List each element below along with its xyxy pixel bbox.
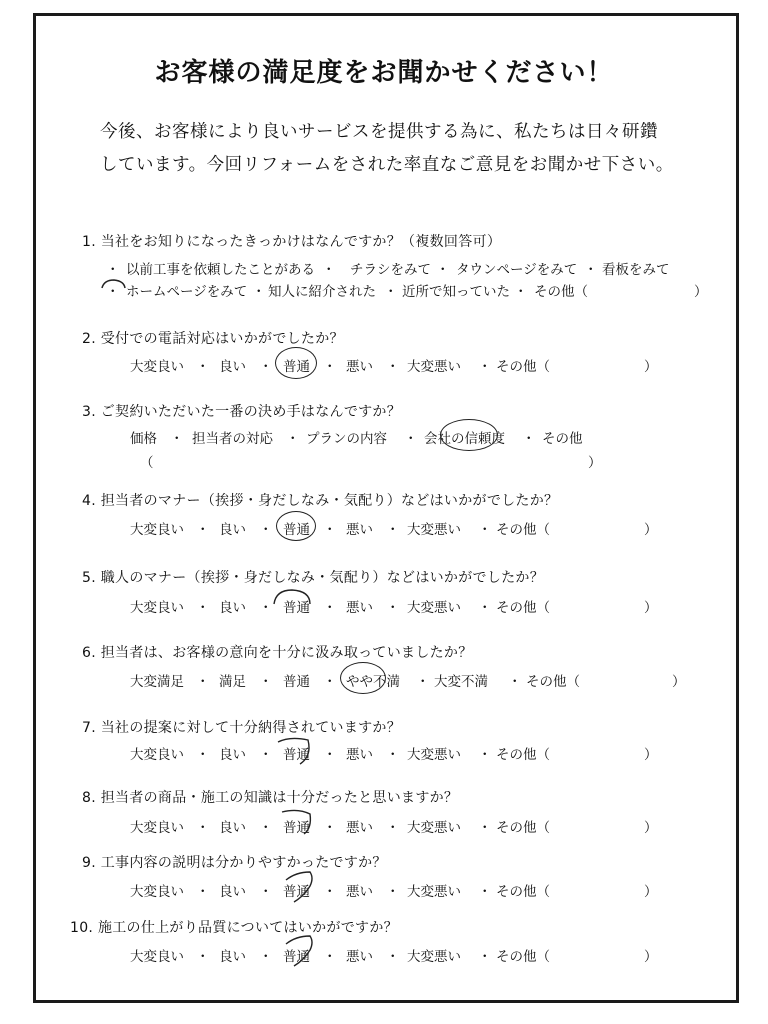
separator: ・	[196, 674, 210, 690]
question-1	[82, 231, 501, 251]
question-text: 当社の提案に対して十分納得されていますか？	[100, 720, 402, 736]
option-other[interactable]: その他（	[496, 884, 550, 900]
option-average[interactable]: 普通	[283, 820, 310, 836]
option-good[interactable]: 良い	[219, 522, 246, 538]
separator: ・	[386, 359, 400, 375]
option-average[interactable]: 普通	[283, 359, 310, 375]
separator: ・	[436, 262, 450, 278]
close-paren: ）	[644, 949, 658, 965]
separator: ・	[323, 884, 337, 900]
separator: ・	[478, 820, 492, 836]
option-previous-work[interactable]: 以前工事を依頼したことがある	[126, 262, 315, 278]
question-2	[82, 328, 344, 348]
separator: ・	[323, 949, 337, 965]
separator: ・	[196, 949, 210, 965]
option-referral[interactable]: 知人に紹介された	[268, 284, 376, 300]
option-very-bad[interactable]: 大変悪い	[407, 359, 461, 375]
question-3	[82, 401, 401, 421]
close-paren: ）	[644, 884, 658, 900]
option-very-good[interactable]: 大変良い	[130, 820, 184, 836]
separator: ・	[106, 262, 120, 278]
option-very-bad[interactable]: 大変悪い	[407, 884, 461, 900]
separator: ・	[196, 820, 210, 836]
option-average[interactable]: 普通	[283, 949, 310, 965]
separator: ・	[196, 600, 210, 616]
option-bad[interactable]: 悪い	[346, 949, 373, 965]
option-other[interactable]: その他（	[526, 674, 580, 690]
separator: ・	[584, 262, 598, 278]
option-average[interactable]: 普通	[283, 884, 310, 900]
question-number: 10.	[70, 920, 94, 936]
question-text: 施工の仕上がり品質についてはいかがですか？	[97, 920, 398, 936]
option-other[interactable]: その他（	[496, 949, 550, 965]
separator: ・	[478, 747, 492, 763]
close-paren: ）	[644, 747, 658, 763]
option-good[interactable]: 良い	[219, 820, 246, 836]
separator: ・	[323, 600, 337, 616]
separator: ・	[259, 359, 273, 375]
question-text: ご契約いただいた一番の決め手はなんですか？	[100, 404, 402, 420]
option-very-satisfied[interactable]: 大変満足	[130, 674, 184, 690]
close-paren: ）	[644, 359, 658, 375]
question-number: 7.	[82, 720, 96, 736]
separator: ・	[508, 674, 522, 690]
question-number: 6.	[82, 645, 96, 661]
separator: ・	[286, 431, 300, 447]
close-paren: ）	[644, 522, 658, 538]
option-good[interactable]: 良い	[219, 884, 246, 900]
close-paren: ）	[644, 820, 658, 836]
separator: ・	[259, 522, 273, 538]
survey-title: お客様の満足度をお聞かせください！	[154, 58, 614, 88]
option-very-good[interactable]: 大変良い	[130, 522, 184, 538]
question-number: 4.	[82, 493, 96, 509]
option-price[interactable]: 価格	[130, 431, 157, 447]
option-satisfied[interactable]: 満足	[219, 674, 246, 690]
question-8	[82, 787, 458, 807]
option-somewhat-dissatisfied[interactable]: やや不満	[346, 674, 400, 690]
separator: ・	[478, 359, 492, 375]
option-other[interactable]: その他（	[496, 600, 550, 616]
separator: ・	[196, 522, 210, 538]
close-paren: ）	[672, 674, 686, 690]
question-text: 担当者の商品・施工の知識は十分だったと思いますか？	[100, 790, 459, 806]
option-bad[interactable]: 悪い	[346, 884, 373, 900]
option-very-dissatisfied[interactable]: 大変不満	[434, 674, 488, 690]
separator: ・	[386, 820, 400, 836]
question-text: 職人のマナー（挨拶・身だしなみ・気配り）などはいかがでしたか？	[100, 570, 545, 586]
intro-line-1: 今後、お客様により良いサービスを提供する為に、私たちは日々研鑽	[100, 122, 658, 142]
intro-line-2: しています。今回リフォームをされた率直なご意見をお聞かせ下さい。	[100, 155, 674, 175]
question-text: 受付での電話対応はいかがでしたか？	[100, 331, 344, 347]
option-good[interactable]: 良い	[219, 359, 246, 375]
option-bad[interactable]: 悪い	[346, 600, 373, 616]
separator: ・	[522, 431, 536, 447]
option-very-bad[interactable]: 大変悪い	[407, 949, 461, 965]
separator: ・	[386, 884, 400, 900]
option-other[interactable]: その他（	[496, 747, 550, 763]
question-text: 担当者のマナー（挨拶・身だしなみ・気配り）などはいかがでしたか？	[100, 493, 559, 509]
close-paren: ）	[644, 600, 658, 616]
separator: ・	[259, 600, 273, 616]
option-nearby[interactable]: 近所で知っていた	[402, 284, 510, 300]
option-very-bad[interactable]: 大変悪い	[407, 820, 461, 836]
separator: ・	[259, 949, 273, 965]
option-very-bad[interactable]: 大変悪い	[407, 747, 461, 763]
option-good[interactable]: 良い	[219, 747, 246, 763]
option-other[interactable]: その他	[542, 431, 583, 447]
option-company-trust[interactable]: 会社の信頼度	[424, 431, 505, 447]
option-bad[interactable]: 悪い	[346, 522, 373, 538]
option-good[interactable]: 良い	[219, 949, 246, 965]
question-9	[82, 852, 387, 872]
option-signboard[interactable]: 看板をみて	[602, 262, 670, 278]
question-text: 当社をお知りになったきっかけはなんですか？（複数回答可）	[100, 234, 502, 250]
option-other[interactable]: その他（	[496, 522, 550, 538]
separator: ・	[259, 820, 273, 836]
question-4	[82, 490, 558, 510]
option-other[interactable]: その他（	[496, 359, 550, 375]
question-7	[82, 717, 401, 737]
separator: ・	[259, 884, 273, 900]
question-text: 工事内容の説明は分かりやすかったですか？	[100, 855, 387, 871]
question-6	[82, 642, 473, 662]
option-very-good[interactable]: 大変良い	[130, 600, 184, 616]
option-flyer[interactable]: チラシをみて	[350, 262, 431, 278]
separator: ・	[323, 820, 337, 836]
separator: ・	[323, 359, 337, 375]
question-number: 2.	[82, 331, 96, 347]
option-bad[interactable]: 悪い	[346, 820, 373, 836]
separator: ・	[478, 522, 492, 538]
option-average[interactable]: 普通	[283, 674, 310, 690]
separator: ・	[514, 284, 528, 300]
separator: ・	[386, 522, 400, 538]
separator: ・	[323, 674, 337, 690]
close-paren: ）	[694, 284, 708, 300]
question-5	[82, 567, 544, 587]
separator: ・	[416, 674, 430, 690]
question-number: 8.	[82, 790, 96, 806]
option-very-good[interactable]: 大変良い	[130, 884, 184, 900]
separator: ・	[323, 522, 337, 538]
separator: ・	[252, 284, 266, 300]
close-paren: ）	[588, 455, 602, 471]
separator: ・	[259, 674, 273, 690]
separator: ・	[386, 600, 400, 616]
separator: ・	[196, 884, 210, 900]
question-number: 3.	[82, 404, 96, 420]
option-average[interactable]: 普通	[283, 522, 310, 538]
option-very-good[interactable]: 大変良い	[130, 359, 184, 375]
option-homepage[interactable]: ホームページをみて	[126, 284, 248, 300]
separator: ・	[259, 747, 273, 763]
option-very-bad[interactable]: 大変悪い	[407, 522, 461, 538]
option-bad[interactable]: 悪い	[346, 359, 373, 375]
separator: ・	[323, 747, 337, 763]
separator: ・	[478, 949, 492, 965]
question-10	[70, 917, 398, 937]
separator: ・	[106, 284, 120, 300]
separator: ・	[386, 949, 400, 965]
option-townpage[interactable]: タウンページをみて	[456, 262, 578, 278]
option-bad[interactable]: 悪い	[346, 747, 373, 763]
separator: ・	[386, 747, 400, 763]
question-number: 5.	[82, 570, 96, 586]
option-plan-content[interactable]: プランの内容	[306, 431, 387, 447]
option-other[interactable]: その他（	[534, 284, 588, 300]
separator: ・	[170, 431, 184, 447]
option-average[interactable]: 普通	[283, 600, 310, 616]
open-paren: （	[140, 455, 154, 471]
option-other[interactable]: その他（	[496, 820, 550, 836]
option-very-good[interactable]: 大変良い	[130, 949, 184, 965]
option-very-good[interactable]: 大変良い	[130, 747, 184, 763]
option-average[interactable]: 普通	[283, 747, 310, 763]
question-number: 9.	[82, 855, 96, 871]
option-very-bad[interactable]: 大変悪い	[407, 600, 461, 616]
option-good[interactable]: 良い	[219, 600, 246, 616]
separator: ・	[322, 262, 336, 278]
question-number: 1.	[82, 234, 96, 250]
question-text: 担当者は、お客様の意向を十分に汲み取っていましたか？	[100, 645, 473, 661]
separator: ・	[478, 884, 492, 900]
separator: ・	[478, 600, 492, 616]
separator: ・	[404, 431, 418, 447]
option-staff-response[interactable]: 担当者の対応	[192, 431, 273, 447]
separator: ・	[196, 359, 210, 375]
separator: ・	[384, 284, 398, 300]
separator: ・	[196, 747, 210, 763]
